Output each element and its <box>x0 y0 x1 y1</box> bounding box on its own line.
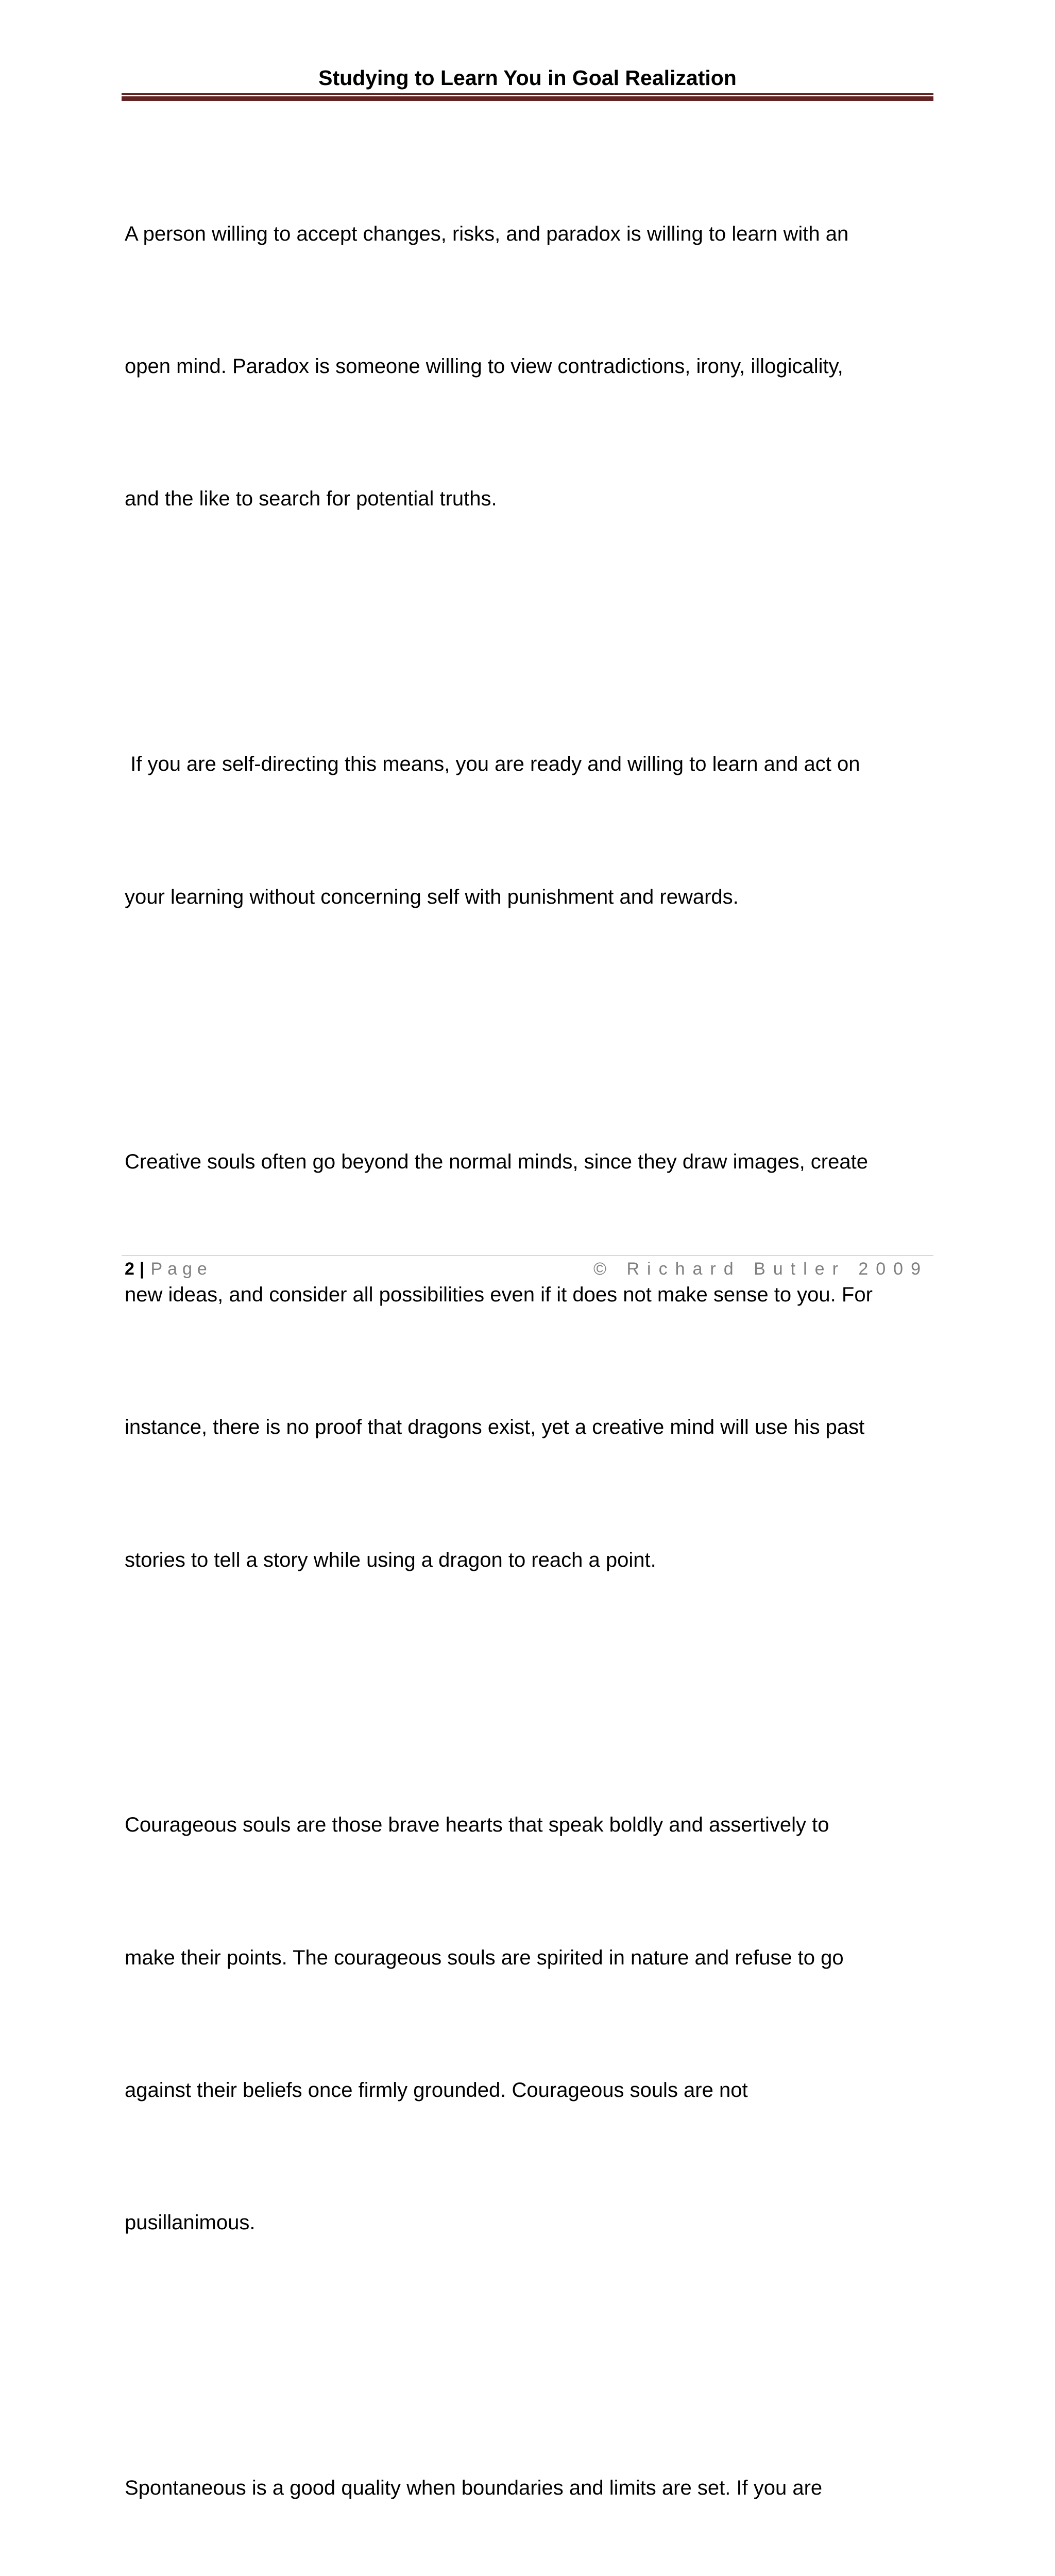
paragraph-3 <box>125 1052 939 1671</box>
text-line: your learning without concerning self with punishment and rewards. <box>125 885 739 908</box>
copyright-notice: © Richard Butler 2009 <box>593 1259 928 1279</box>
paragraph-5 <box>125 2378 939 2576</box>
page-word: Page <box>150 1259 212 1279</box>
page-header <box>122 61 933 95</box>
paragraph-4 <box>125 1715 939 2334</box>
text-line: stories to tell a story while using a dragon to reach a point. <box>125 1548 656 1571</box>
header-title: Studying to Learn You in Goal Realization <box>318 66 737 90</box>
text-line: new ideas, and consider all possibilities even if it does not make sense to you. For <box>125 1283 873 1306</box>
text-line: If you are self-directing this means, you are ready and willing to learn and act on <box>125 753 860 776</box>
paragraph-1 <box>125 124 939 610</box>
text-line: and the like to search for potential truths. <box>125 487 497 511</box>
text-line: pusillanimous. <box>125 2211 256 2234</box>
paragraph-2 <box>125 654 939 1008</box>
text-line: against their beliefs once firmly grounded. Courageous souls are not <box>125 2079 748 2102</box>
text-line: Courageous souls are those brave hearts that speak boldly and assertively to <box>125 1814 829 1837</box>
text-line: open mind. Paradox is someone willing to view contradictions, irony, illogicality, <box>125 354 843 378</box>
text-line: Creative souls often go beyond the normal minds, since they draw images, create <box>125 1150 868 1174</box>
text-line: Spontaneous is a good quality when boundaries and limits are set. If you are <box>125 2477 823 2500</box>
text-line: instance, there is no proof that dragons exist, yet a creative mind will use his past <box>125 1416 865 1439</box>
header-rule-thin <box>122 93 933 95</box>
text-line: make their points. The courageous souls are spirited in nature and refuse to go <box>125 1946 844 1969</box>
header-rule-thick <box>122 96 933 101</box>
body-text <box>125 124 939 2576</box>
page-number: 2 <box>125 1259 134 1279</box>
page-separator: | <box>139 1259 145 1279</box>
page-indicator <box>125 1256 212 1282</box>
text-line: A person willing to accept changes, risks, and paradox is willing to learn with an <box>125 222 849 245</box>
page-footer <box>125 1256 928 1282</box>
